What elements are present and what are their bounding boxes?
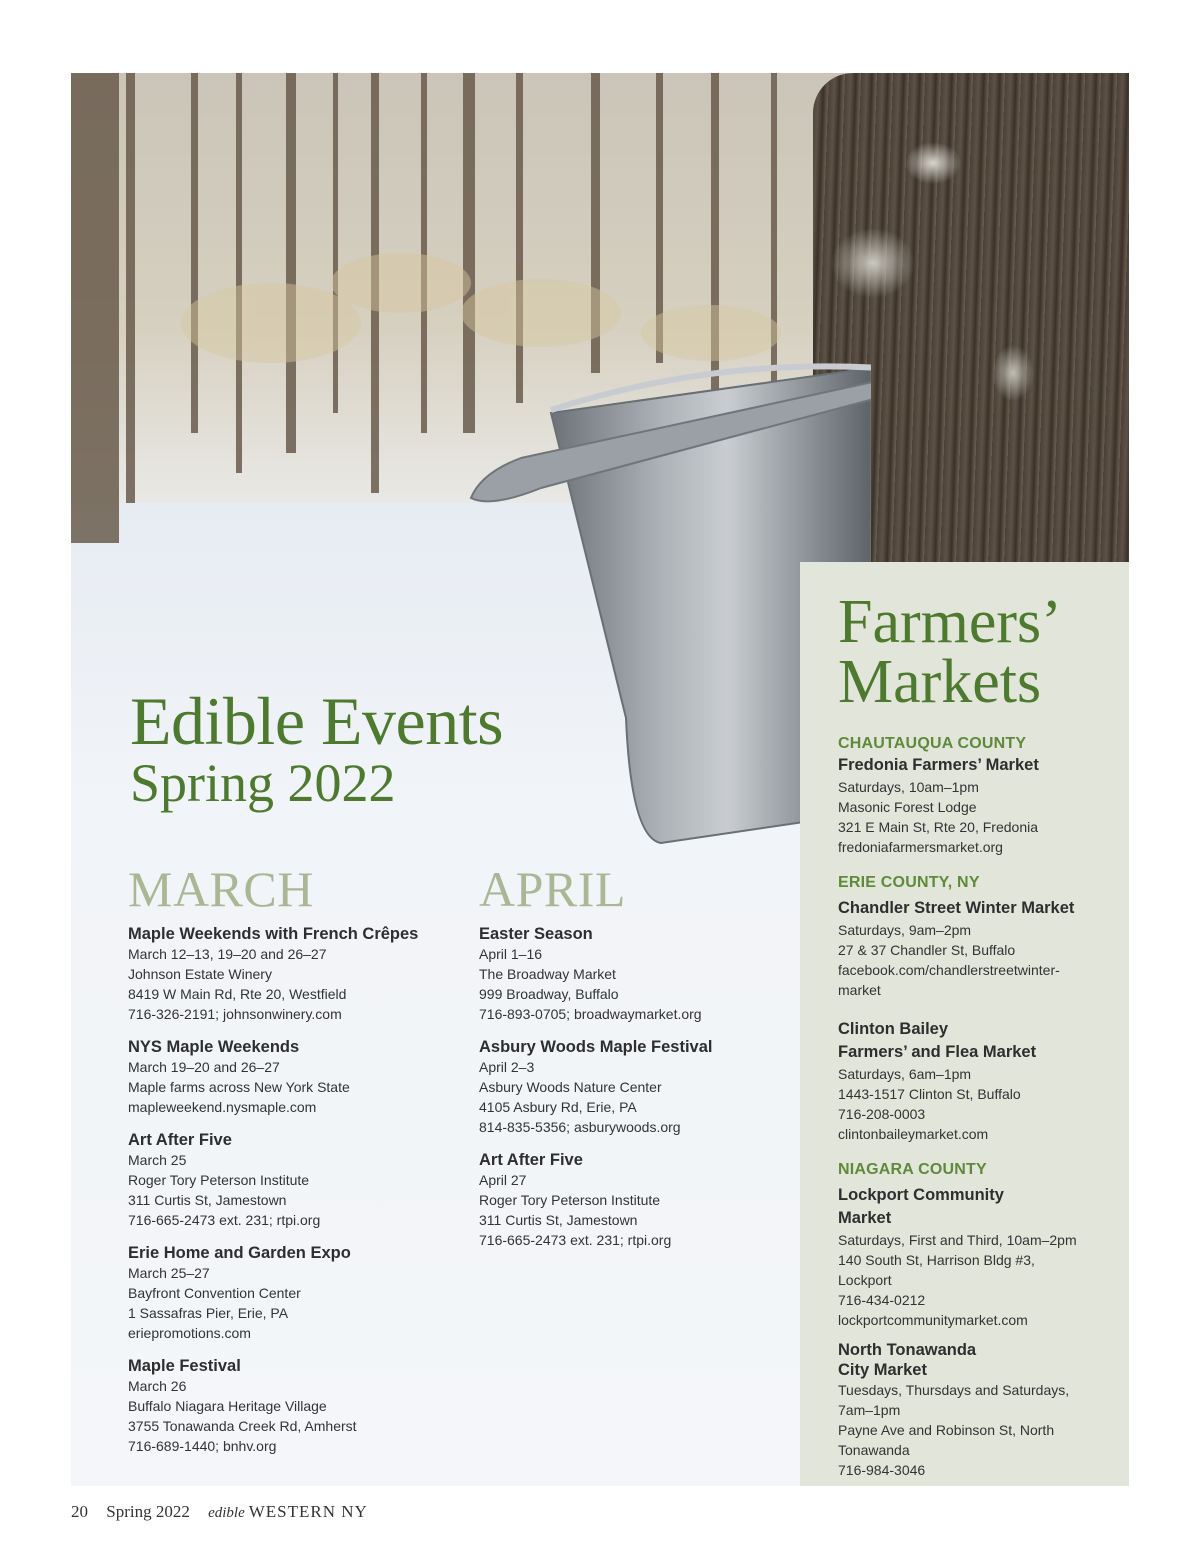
- farmers-markets-title: [838, 588, 1062, 716]
- farmers-markets-title-line1: Farmers’: [838, 588, 1062, 656]
- event-venue: Bayfront Convention Center: [128, 1285, 301, 1301]
- event-venue: Roger Tory Peterson Institute: [479, 1192, 661, 1208]
- brand-region: WESTERN NY: [248, 1502, 368, 1521]
- march-heading: MARCH: [128, 861, 314, 917]
- event-item: [128, 1130, 468, 1230]
- market-hours: Saturdays, 9am–2pm: [838, 922, 972, 938]
- event-venue: The Broadway Market: [479, 966, 616, 982]
- event-item: [479, 1037, 819, 1137]
- event-dates: March 25–27: [128, 1265, 210, 1281]
- market-address-cont: Lockport: [838, 1272, 892, 1288]
- event-dates: March 12–13, 19–20 and 26–27: [128, 946, 327, 962]
- event-name: Maple Festival: [128, 1357, 241, 1375]
- market-hours: Saturdays, 10am–1pm: [838, 779, 979, 795]
- market-website: fredoniafarmersmarket.org: [838, 839, 1003, 855]
- event-name: Art After Five: [479, 1151, 583, 1169]
- event-address: 999 Broadway, Buffalo: [479, 986, 619, 1002]
- event-venue: Maple farms across New York State: [128, 1079, 350, 1095]
- page-subtitle: Spring 2022: [130, 753, 396, 813]
- event-contact: 716-326-2191; johnsonwinery.com: [128, 1006, 342, 1022]
- market-hours-cont: 7am–1pm: [838, 1402, 901, 1418]
- sap-bucket-illustration: [391, 298, 871, 858]
- event-address: 4105 Asbury Rd, Erie, PA: [479, 1099, 637, 1115]
- april-events-list: [479, 924, 819, 1263]
- event-venue: Roger Tory Peterson Institute: [128, 1172, 310, 1188]
- page-title: Edible Events: [130, 683, 504, 759]
- event-address: 8419 W Main Rd, Rte 20, Westfield: [128, 986, 347, 1002]
- event-contact: eriepromotions.com: [128, 1325, 251, 1341]
- market-name-cont: City Market: [838, 1361, 927, 1379]
- event-name: Erie Home and Garden Expo: [128, 1244, 351, 1262]
- market-address: 321 E Main St, Rte 20, Fredonia: [838, 819, 1038, 835]
- event-name: Art After Five: [128, 1131, 232, 1149]
- market-item: [838, 1018, 1108, 1144]
- market-item: [838, 897, 1108, 1000]
- issue-label: Spring 2022: [106, 1502, 190, 1521]
- market-address: 27 & 37 Chandler St, Buffalo: [838, 942, 1016, 958]
- market-phone: 716-208-0003: [838, 1106, 926, 1122]
- market-website-cont: market: [838, 982, 881, 998]
- market-name: Lockport Community: [838, 1186, 1004, 1204]
- event-contact: 716-665-2473 ext. 231; rtpi.org: [479, 1232, 672, 1248]
- event-name: NYS Maple Weekends: [128, 1038, 300, 1056]
- market-item: [838, 1340, 1108, 1480]
- april-heading: APRIL: [479, 861, 626, 917]
- event-dates: April 1–16: [479, 946, 543, 962]
- brand-edible: edible: [208, 1505, 245, 1521]
- event-venue: Buffalo Niagara Heritage Village: [128, 1398, 327, 1414]
- event-venue: Johnson Estate Winery: [128, 966, 272, 982]
- event-contact: mapleweekend.nysmaple.com: [128, 1099, 317, 1115]
- event-address: 311 Curtis St, Jamestown: [479, 1212, 638, 1228]
- event-dates: March 19–20 and 26–27: [128, 1059, 280, 1075]
- event-contact: 716-689-1440; bnhv.org: [128, 1438, 277, 1454]
- event-dates: March 26: [128, 1378, 187, 1394]
- event-address: 311 Curtis St, Jamestown: [128, 1192, 287, 1208]
- market-website: facebook.com/chandlerstreetwinter-: [838, 962, 1060, 978]
- market-phone: 716-434-0212: [838, 1292, 926, 1308]
- market-name: Chandler Street Winter Market: [838, 899, 1075, 917]
- farmers-markets-title-line2: Markets: [838, 648, 1042, 716]
- event-dates: March 25: [128, 1152, 187, 1168]
- event-contact: 814-835-5356; asburywoods.org: [479, 1119, 681, 1135]
- event-name: Asbury Woods Maple Festival: [479, 1038, 713, 1056]
- county-heading: CHAUTAUQUA COUNTY: [838, 735, 1027, 752]
- market-address: 1443-1517 Clinton St, Buffalo: [838, 1086, 1021, 1102]
- event-item: [128, 1037, 468, 1117]
- market-website: lockportcommunitymarket.com: [838, 1312, 1028, 1328]
- event-item: [479, 1150, 819, 1250]
- event-item: [128, 924, 468, 1024]
- event-address: 1 Sassafras Pier, Erie, PA: [128, 1305, 289, 1321]
- market-hours: Saturdays, 6am–1pm: [838, 1066, 972, 1082]
- market-name-cont: Farmers’ and Flea Market: [838, 1043, 1037, 1061]
- market-name: North Tonawanda: [838, 1341, 977, 1359]
- farmers-markets-list: [838, 734, 1108, 1480]
- market-item: [838, 754, 1108, 857]
- market-name: Fredonia Farmers’ Market: [838, 756, 1039, 774]
- market-name-cont: Market: [838, 1209, 892, 1227]
- event-venue: Asbury Woods Nature Center: [479, 1079, 662, 1095]
- market-phone: 716-984-3046: [838, 1462, 926, 1478]
- event-item: [479, 924, 819, 1024]
- market-website: clintonbaileymarket.com: [838, 1126, 989, 1142]
- page-number: 20: [71, 1502, 88, 1521]
- event-dates: April 2–3: [479, 1059, 535, 1075]
- county-heading: ERIE COUNTY, NY: [838, 874, 980, 891]
- market-address-cont: Tonawanda: [838, 1442, 910, 1458]
- event-contact: 716-665-2473 ext. 231; rtpi.org: [128, 1212, 321, 1228]
- page-footer: [71, 1502, 382, 1522]
- market-hours: Saturdays, First and Third, 10am–2pm: [838, 1232, 1077, 1248]
- event-address: 3755 Tonawanda Creek Rd, Amherst: [128, 1418, 357, 1434]
- market-name: Clinton Bailey: [838, 1020, 949, 1038]
- event-dates: April 27: [479, 1172, 527, 1188]
- event-name: Maple Weekends with French Crêpes: [128, 925, 419, 943]
- market-hours: Tuesdays, Thursdays and Saturdays,: [838, 1382, 1070, 1398]
- event-item: [128, 1243, 468, 1343]
- market-item: [838, 1184, 1108, 1330]
- market-address: Payne Ave and Robinson St, North: [838, 1422, 1055, 1438]
- county-heading: NIAGARA COUNTY: [838, 1161, 987, 1178]
- event-contact: 716-893-0705; broadwaymarket.org: [479, 1006, 702, 1022]
- market-venue: Masonic Forest Lodge: [838, 799, 977, 815]
- event-name: Easter Season: [479, 925, 593, 943]
- march-events-list: [128, 924, 468, 1469]
- event-item: [128, 1356, 468, 1456]
- market-address: 140 South St, Harrison Bldg #3,: [838, 1252, 1035, 1268]
